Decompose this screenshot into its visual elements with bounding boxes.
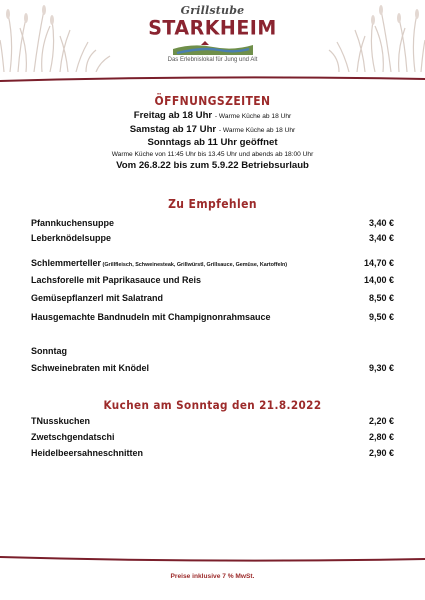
item-price: 14,00 €: [363, 275, 394, 285]
item-name: Schlemmerteller: [31, 258, 102, 268]
hours-saturday-note: - Warme Küche ab 18 Uhr: [218, 126, 296, 134]
list-item: [31, 218, 394, 232]
hours-friday: [0, 110, 425, 124]
item-name: Lachsforelle mit Paprikasauce und Reis: [31, 275, 202, 285]
item-name: Pfannkuchensuppe: [31, 218, 115, 228]
sunday-label: Sonntag: [31, 346, 67, 356]
logo-main-text: STARKHEIM: [148, 16, 277, 40]
list-item: [31, 448, 394, 462]
item-price: 3,40 €: [368, 218, 394, 228]
list-item: [31, 233, 394, 247]
item-price: 3,40 €: [368, 233, 394, 243]
hours-friday-label: Freitag ab 18 Uhr: [133, 110, 213, 121]
item-name: Heidelbeersahneschnitten: [31, 448, 144, 458]
opening-hours-title: ÖFFNUNGSZEITEN: [154, 94, 271, 108]
hours-saturday: [0, 124, 425, 138]
recommend-title: Zu Empfehlen: [168, 197, 257, 211]
list-item: [31, 258, 394, 272]
logo-tagline: Das Erlebnislokal für Jung und Alt: [167, 57, 258, 63]
footer-vat-note: Preise inklusive 7 % MwSt.: [170, 573, 255, 580]
bottom-divider: [0, 552, 425, 566]
hours-friday-note: - Warme Küche ab 18 Uhr: [214, 113, 292, 120]
item-price: 9,50 €: [368, 312, 394, 322]
hours-saturday-label: Samstag ab 17 Uhr: [129, 123, 217, 135]
item-name: Gemüsepflanzerl mit Salatrand: [31, 293, 164, 303]
item-price: 8,50 €: [368, 293, 394, 303]
list-item: [31, 275, 394, 289]
item-name: TNusskuchen: [31, 416, 91, 426]
list-item: [31, 363, 394, 377]
list-item: [31, 416, 394, 430]
item-name: Hausgemachte Bandnudeln mit Champignonrahmsauce: [31, 312, 271, 322]
item-price: 2,20 €: [368, 416, 394, 426]
sunday-label-row: [31, 346, 394, 360]
logo-top-text: Grillstube: [180, 4, 245, 17]
item-name: Leberknödelsuppe: [31, 233, 112, 243]
top-divider: [0, 72, 425, 86]
opening-hours-block: [0, 110, 425, 172]
item-name: Zwetschgendatschi: [31, 432, 115, 442]
cakes-title: Kuchen am Sonntag den 21.8.2022: [103, 398, 322, 412]
item-name-with-note: [31, 258, 287, 268]
list-item: [31, 293, 394, 307]
restaurant-logo: [0, 4, 425, 63]
item-price: 14,70 €: [363, 258, 394, 268]
item-price: 9,30 €: [368, 363, 394, 373]
list-item: [31, 432, 394, 446]
item-price: 2,90 €: [368, 448, 394, 458]
hours-sunday: Sonntags ab 11 Uhr geöffnet: [147, 137, 278, 149]
landscape-river-icon: [173, 39, 253, 55]
item-note: (Grillfleisch, Schweinesteak, Grillwürstl, Grillsauce, Gemüse, Kartoffeln): [101, 262, 288, 268]
hours-sunday-note: Warme Küche von 11:45 Uhr bis 13.45 Uhr und abends ab 18:00 Uhr: [111, 150, 314, 158]
list-item: [31, 312, 394, 326]
holiday-notice: Vom 26.8.22 bis zum 5.9.22 Betriebsurlaub: [116, 159, 309, 171]
item-price: 2,80 €: [368, 432, 394, 442]
item-name: Schweinebraten mit Knödel: [31, 363, 150, 373]
